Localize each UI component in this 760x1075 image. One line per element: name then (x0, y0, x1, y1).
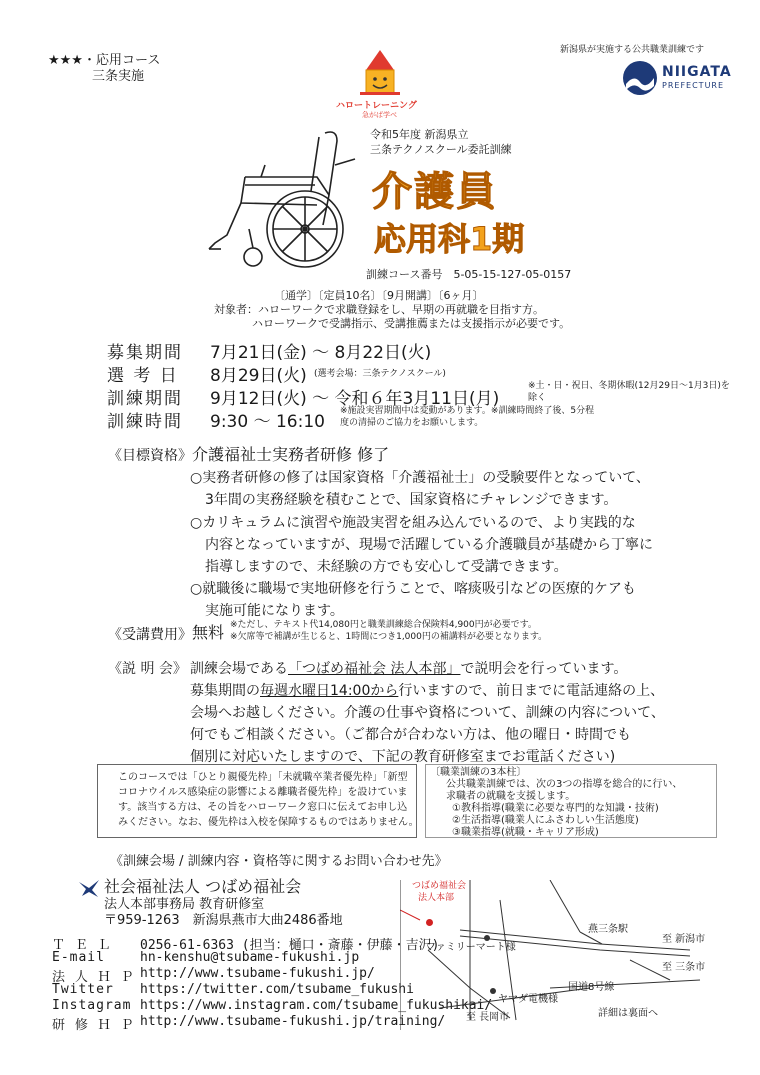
niigata-text: NIIGATA (662, 64, 732, 80)
smiling-pencil-icon (340, 48, 420, 98)
title-school: 三条テクノスクール委託訓練 (370, 143, 512, 156)
fee-label: 《受講費用》 (108, 627, 192, 643)
briefing-label: 《説 明 会》 (108, 661, 187, 677)
pillar-item: ①教科指導(職業に必要な専門的な知識・技術) (452, 803, 659, 814)
logo-text: ハロートレーニング (336, 101, 417, 111)
course-number: 訓練コース番号 5-05-15-127-05-0157 (366, 268, 572, 281)
briefing-time: 毎週水曜日14:00から (260, 683, 399, 699)
map-landmark-dot (484, 935, 490, 941)
contact-label: Ｔ Ｅ Ｌ (52, 938, 112, 953)
fee-note: ※欠席等で補講が生じると、1時間につき1,000円の補講料が必要となります。 (230, 632, 548, 642)
org-dept: 法人本部事務局 教育研修室 (104, 897, 265, 912)
map-yamada: ヤマダ電機様 (498, 994, 558, 1005)
pillars-intro: 求職者の就職を支援します。 (446, 791, 576, 802)
priority-line: このコースでは「ひとり親優先枠」「未就職卒業者優先枠」「新型 (118, 772, 408, 783)
three-pillars-box (425, 764, 717, 838)
goal-label: 《目標資格》 (108, 448, 192, 464)
contact-heading: 《訓練会場 / 訓練内容・資格等に関するお問い合わせ先》 (110, 854, 448, 869)
goal-bullet-line: 指導しますので、未経験の方でも安心して受講できます。 (205, 559, 568, 575)
contact-label: Twitter (52, 982, 114, 997)
map-route8: 国道8号線 (568, 982, 615, 993)
org-name: 社会福祉法人 つばめ福祉会 (104, 877, 302, 896)
goal-value: 介護福祉士実務者研修 修了 (192, 445, 390, 464)
target-line-1: 対象者：ハローワークで求職登録をし、早期の再就職を目指す方。 (214, 303, 544, 316)
hello-training-logo (336, 48, 420, 122)
course-tags: 〔通学〕〔定員10名〕〔9月開講〕〔6ヶ月〕 (274, 289, 484, 302)
goal-bullet-line: ○カリキュラムに演習や施設実習を組み込んでいるので、より実践的な (190, 515, 636, 531)
training-link[interactable]: http://www.tsubame-fukushi.jp/training/ (140, 1014, 446, 1029)
briefing-line: 個別に対応いたしますので、下記の教育研修室までお電話ください) (190, 749, 616, 765)
schedule-value: 9月12日(火) ～ 令和６年3月11日(月) (210, 389, 500, 409)
title-year: 令和5年度 新潟県立 (370, 128, 469, 141)
phone-number[interactable]: 0256-61-6363 (担当：樋口・斎藤・伊藤・吉沢) (140, 938, 440, 953)
schedule-note: ※土・日・祝日、冬期休暇(12月29日～1月3日)を除く (528, 381, 730, 403)
prefecture-text: PREFECTURE (662, 81, 725, 90)
org-address: 〒959-1263 新潟県燕市大曲2486番地 (104, 913, 343, 928)
schedule-label: 訓練期間 (107, 389, 183, 409)
venue-marker-icon (426, 919, 433, 926)
goal-bullet-line: 3年間の実務経験を積むことで、国家資格にチャレンジできます。 (205, 492, 618, 508)
fee-note: ※ただし、テキスト代14,080円と職業訓練総合保険料4,900円が必要です。 (230, 620, 537, 630)
niigata-logo (622, 60, 732, 100)
priority-line: コロナウイルス感染症の影響による離職者優先枠」を設けていま (118, 787, 408, 798)
schedule-label: 募集期間 (107, 343, 183, 363)
map-to-sanjo: 至 三条市 (662, 962, 706, 973)
target-line-2: ハローワークで受講指示、受講推薦または支援指示が必要です。 (252, 317, 571, 330)
twitter-link[interactable]: https://twitter.com/tsubame_fukushi (140, 982, 414, 997)
course-location: 三条実施 (92, 69, 145, 84)
priority-line: みください。なお、優先枠は入校を保障するものではありません。 (118, 817, 419, 828)
tsubame-logo (78, 878, 100, 902)
schedule-value: 8月29日(火) (210, 366, 307, 386)
goal-bullet-line: ○就職後に職場で実地研修を行うことで、喀痰吸引などの医療的ケアも (190, 581, 636, 597)
briefing-line: 何でもご相談ください。（ご都合が合わない方は、他の曜日・時間でも (190, 727, 631, 743)
schedule-value: 9:30 ～ 16:10 (210, 412, 325, 432)
pillar-item: ③職業指導(就職・キャリア形成) (452, 827, 599, 838)
schedule-label: 選 考 日 (107, 366, 179, 386)
prefecture-note: 新潟県が実施する公共職業訓練です (560, 45, 705, 55)
course-title-main: 介護員 (372, 169, 498, 215)
priority-line: す。該当する方は、その旨をハローワーク窓口に伝えてお申し込 (118, 802, 408, 813)
wheelchair-icon (205, 125, 365, 275)
pillars-intro: 公共職業訓練では、次の3つの指導を総合的に行い、 (446, 779, 683, 790)
goal-bullet-line: ○実務者研修の修了は国家資格「介護福祉士」の受験要件となっていて、 (190, 470, 650, 486)
venue-name: 「つばめ福祉会 法人本部」 (288, 661, 461, 677)
website-link[interactable]: http://www.tsubame-fukushi.jp/ (140, 966, 375, 981)
schedule-label: 訓練時間 (107, 412, 183, 432)
more-info-note: 詳細は裏面へ (598, 1008, 658, 1019)
map-landmark-dot (490, 988, 496, 994)
schedule-note: (選考会場：三条テクノスクール) (314, 369, 446, 379)
goal-bullet-line: 内容となっていますが、現場で活躍している介護職員が基礎から丁寧に (205, 537, 653, 553)
fee-value: 無料 (192, 623, 225, 642)
access-map (400, 880, 730, 1030)
map-venue: 法人本部 (418, 893, 455, 903)
star-rating: ★★★ (48, 53, 83, 68)
map-venue: つばめ福祉会 (412, 881, 467, 891)
schedule-note: ※施設実習期間中は変動があります。※訓練時間終了後、5分程度の清掃のご協力をお願いします。 (340, 406, 595, 428)
priority-notice-box (97, 764, 417, 838)
briefing-line: 募集期間の毎週水曜日14:00から行いますので、前日までに電話連絡の上、 (190, 683, 665, 699)
niigata-emblem-icon (622, 60, 658, 96)
map-station: 燕三条駅 (588, 924, 628, 935)
pillar-item: ②生活指導(職業人にふさわしい生活態度) (452, 815, 639, 826)
instagram-link[interactable]: https://www.instagram.com/tsubame_fukushikai/ (140, 998, 493, 1013)
contact-label: 法 人 Ｈ Ｐ (52, 970, 135, 985)
goal-bullet-line: 実施可能になります。 (205, 603, 344, 619)
logo-subtext: 急がば学べ (362, 111, 397, 119)
contact-label: Instagram (52, 998, 132, 1013)
schedule-value: 7月21日(金) ～ 8月22日(火) (210, 343, 432, 363)
email-link[interactable]: hn-kenshu@tsubame-fukushi.jp (140, 950, 360, 965)
course-title-sub: 応用科1期 (374, 220, 525, 258)
contact-label: E-mail (52, 950, 105, 965)
contact-label: 研 修 Ｈ Ｐ (52, 1018, 135, 1033)
pillars-title: 〔職業訓練の3本柱〕 (430, 767, 527, 778)
briefing-line: 会場へお越しください。介護の仕事や資格について、訓練の内容について、 (190, 705, 665, 721)
swallow-bird-icon (78, 878, 100, 898)
map-familymart: ファミリーマート様 (426, 942, 516, 953)
map-to-niigata: 至 新潟市 (662, 934, 706, 945)
map-to-nagaoka: 至 長岡市 (466, 1012, 510, 1023)
wheelchair-illustration (205, 125, 365, 275)
course-level: ★★★・応用コース (48, 53, 161, 68)
briefing-line: 訓練会場である「つばめ福祉会 法人本部」で説明会を行っています。 (190, 661, 628, 677)
